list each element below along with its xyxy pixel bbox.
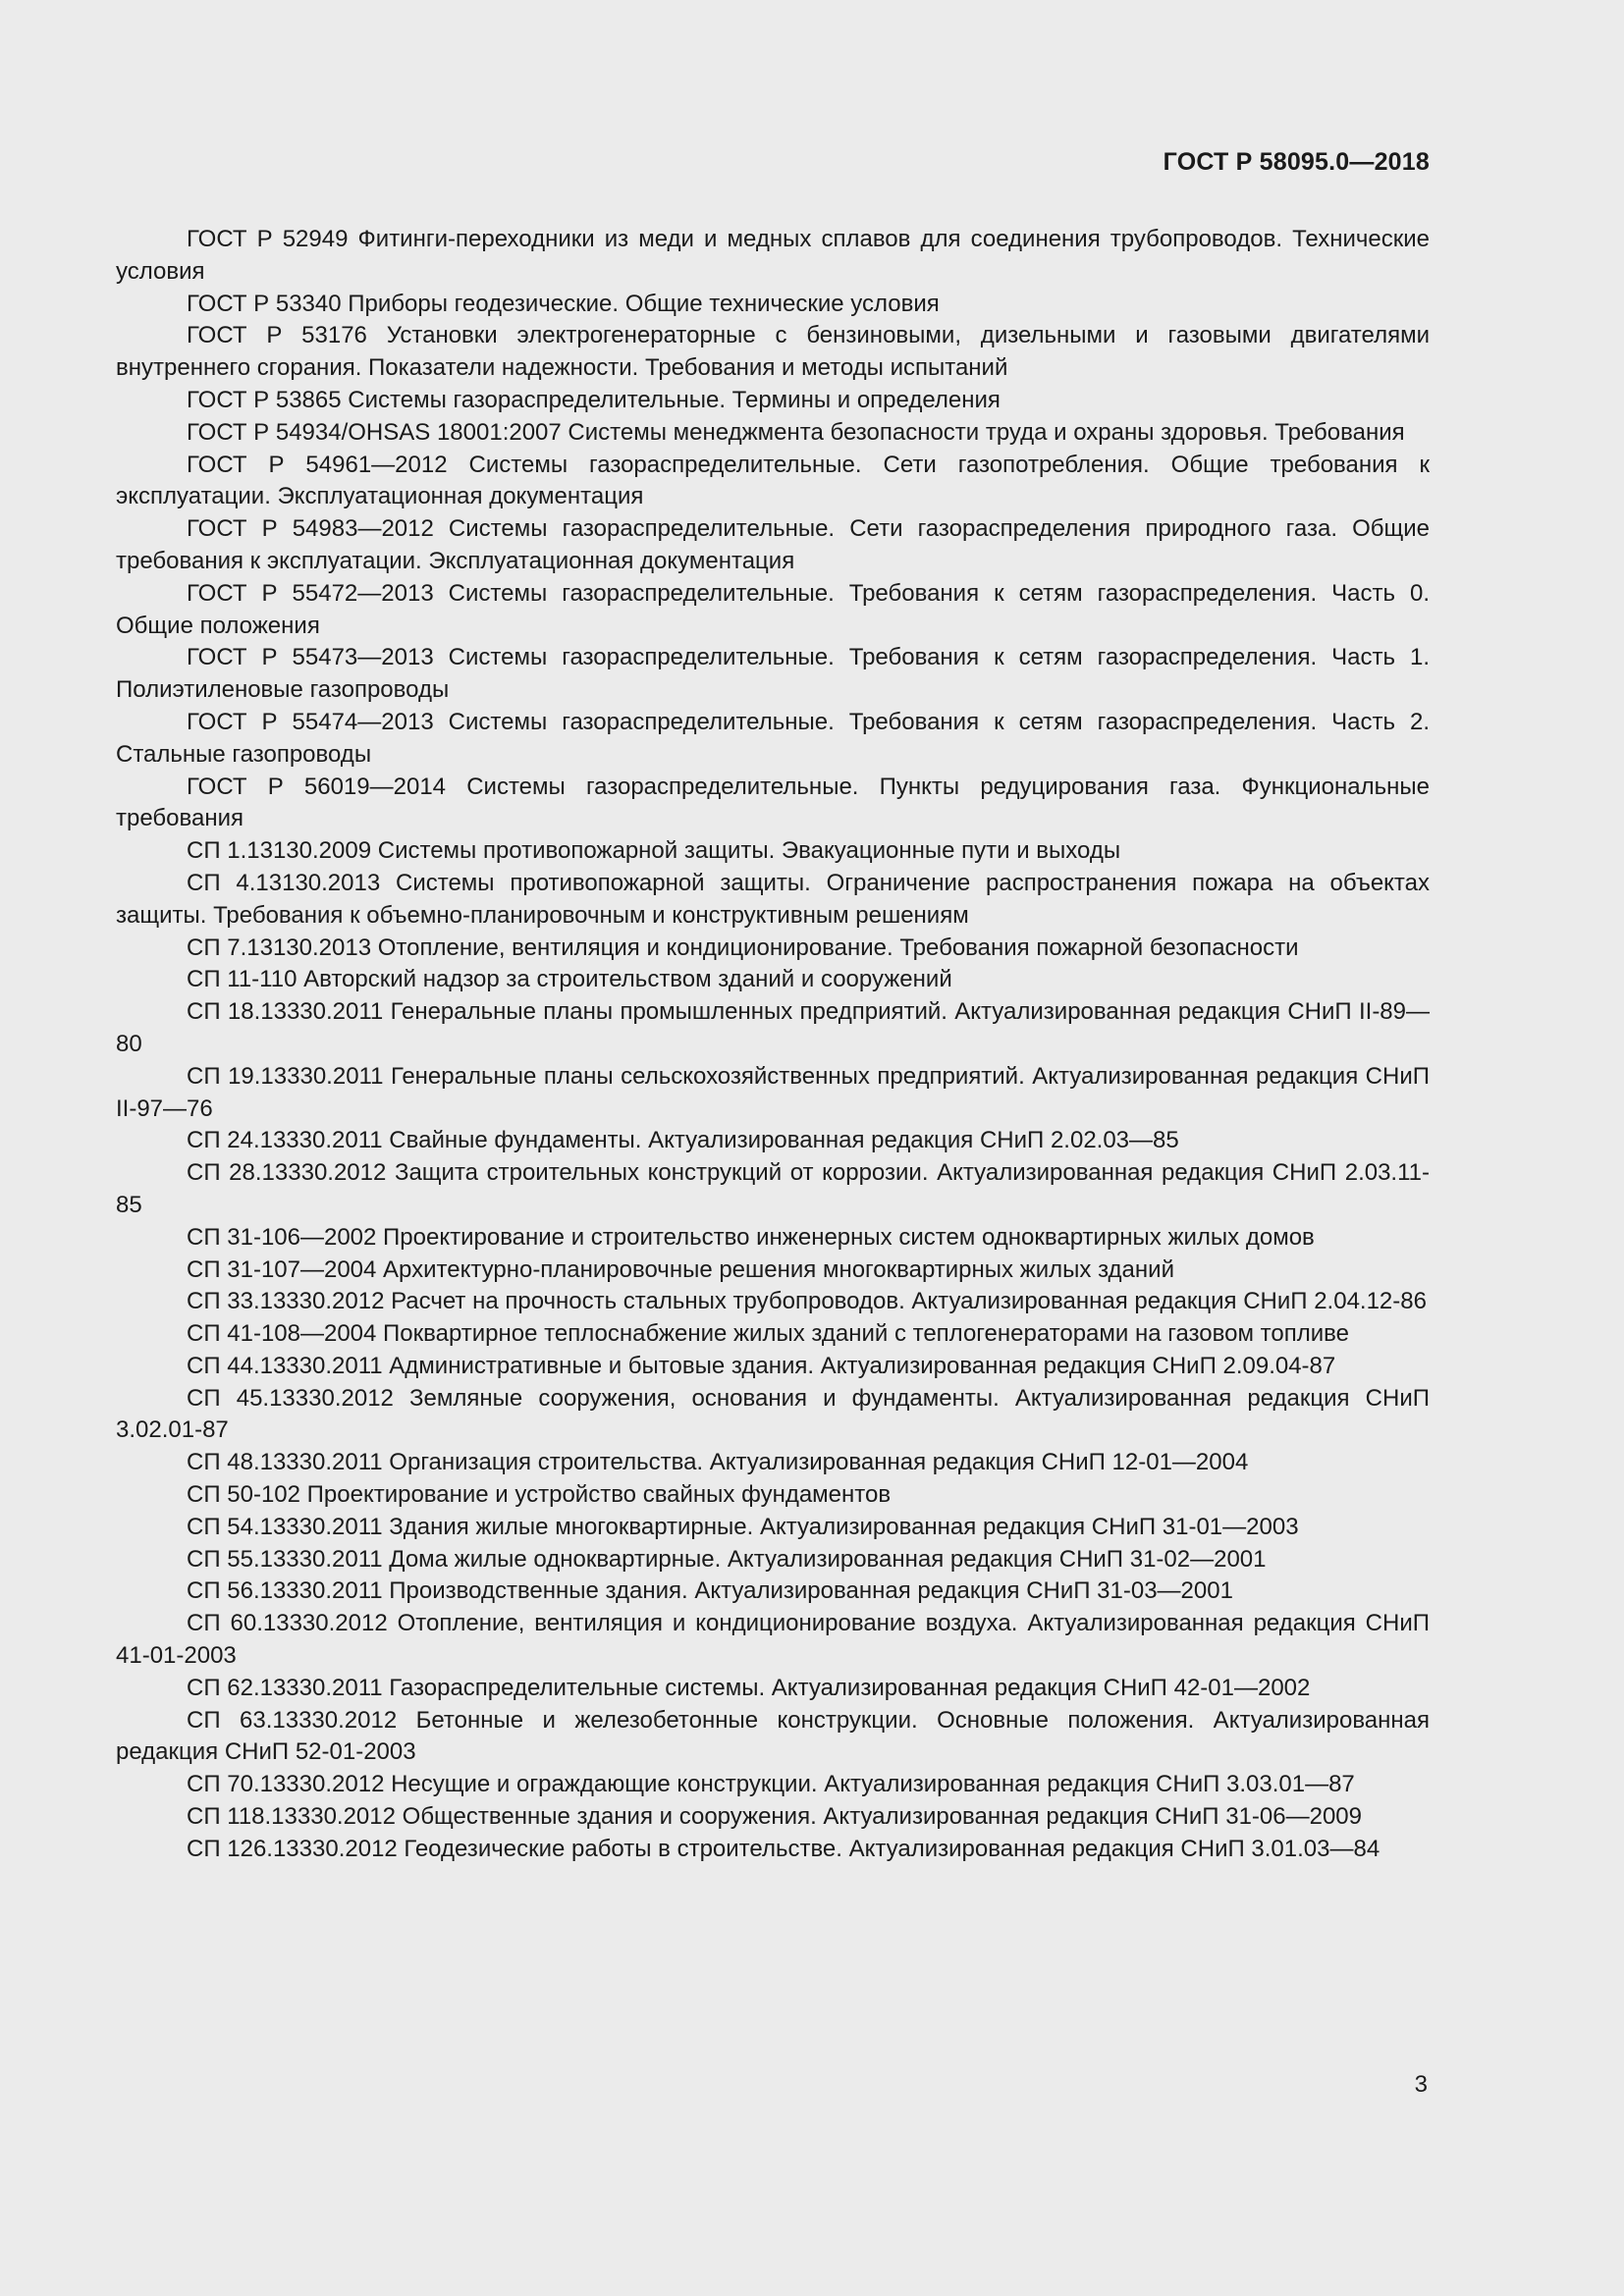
reference-item: СП 31-106—2002 Проектирование и строительство инженерных систем одноквартирных жилых домов — [187, 1223, 1315, 1251]
reference-item: СП 18.13330.2011 Генеральные планы промышленных предприятий. Актуализированная редакция СНиП II-89—80 — [116, 998, 1430, 1057]
reference-item: ГОСТ Р 55472—2013 Системы газораспределительные. Требования к сетям газораспределения. Часть 0. Общие положения — [116, 579, 1430, 639]
reference-item: СП 70.13330.2012 Несущие и ограждающие конструкции. Актуализированная редакция СНиП 3.03.01—87 — [187, 1771, 1355, 1798]
reference-item: СП 31-107—2004 Архитектурно-планировочные решения многоквартирных жилых зданий — [187, 1255, 1174, 1283]
reference-item: СП 126.13330.2012 Геодезические работы в строительстве. Актуализированная редакция СНиП 3.01.03—84 — [187, 1835, 1380, 1862]
reference-item: ГОСТ Р 52949 Фитинги-переходники из меди и медных сплавов для соединения трубопроводов. Технические условия — [116, 226, 1430, 285]
reference-item: СП 19.13330.2011 Генеральные планы сельскохозяйственных предприятий. Актуализированная редакция СНиП II-97—76 — [116, 1062, 1430, 1122]
reference-item: СП 60.13330.2012 Отопление, вентиляция и кондиционирование воздуха. Актуализированная редакция СНиП 41-01-2003 — [116, 1610, 1430, 1670]
reference-item: ГОСТ Р 53340 Приборы геодезические. Общие технические условия — [187, 290, 940, 317]
reference-item: ГОСТ Р 53865 Системы газораспределительные. Термины и определения — [187, 386, 1001, 413]
reference-item: ГОСТ Р 53176 Установки электрогенераторные с бензиновыми, дизельными и газовыми двигателями внутреннего сгорания. Показатели надежности. Требования и методы испытаний — [116, 322, 1430, 382]
reference-item: СП 7.13130.2013 Отопление, вентиляция и кондиционирование. Требования пожарной безопасности — [187, 934, 1299, 961]
reference-item: СП 45.13330.2012 Земляные сооружения, основания и фундаменты. Актуализированная редакция СНиП 3.02.01-87 — [116, 1384, 1430, 1444]
reference-item: СП 24.13330.2011 Свайные фундаменты. Актуализированная редакция СНиП 2.02.03—85 — [187, 1127, 1179, 1154]
reference-item: СП 118.13330.2012 Общественные здания и сооружения. Актуализированная редакция СНиП 31-06—2009 — [187, 1803, 1362, 1831]
reference-item: ГОСТ Р 54983—2012 Системы газораспределительные. Сети газораспределения природного газа. Общие требования к эксплуатации. Эксплуатационная документация — [116, 515, 1430, 574]
page-number: 3 — [1414, 2071, 1428, 2098]
reference-item: ГОСТ Р 55474—2013 Системы газораспределительные. Требования к сетям газораспределения. Часть 2. Стальные газопроводы — [116, 708, 1430, 768]
reference-item: СП 55.13330.2011 Дома жилые одноквартирные. Актуализированная редакция СНиП 31-02—2001 — [187, 1545, 1267, 1573]
reference-item: СП 28.13330.2012 Защита строительных конструкций от коррозии. Актуализированная редакция СНиП 2.03.11-85 — [116, 1159, 1430, 1218]
reference-item: СП 63.13330.2012 Бетонные и железобетонные конструкции. Основные положения. Актуализированная редакция СНиП 52-01-2003 — [116, 1706, 1430, 1766]
reference-item: ГОСТ Р 54934/OHSAS 18001:2007 Системы менеджмента безопасности труда и охраны здоровья. Требования — [187, 418, 1405, 446]
reference-item: ГОСТ Р 54961—2012 Системы газораспределительные. Сети газопотребления. Общие требования к эксплуатации. Эксплуатационная документация — [116, 451, 1430, 510]
reference-item: СП 41-108—2004 Поквартирное теплоснабжение жилых зданий с теплогенераторами на газовом топливе — [187, 1320, 1349, 1348]
reference-item: СП 33.13330.2012 Расчет на прочность стальных трубопроводов. Актуализированная редакция СНиП 2.04.12-86 — [187, 1288, 1427, 1315]
reference-item: СП 4.13130.2013 Системы противопожарной защиты. Ограничение распространения пожара на объектах защиты. Требования к объемно-планировочным и конструктивным решениям — [116, 869, 1430, 929]
reference-item: ГОСТ Р 56019—2014 Системы газораспределительные. Пункты редуцирования газа. Функциональные требования — [116, 773, 1430, 832]
normative-references-list — [116, 224, 1430, 1866]
reference-item: СП 48.13330.2011 Организация строительства. Актуализированная редакция СНиП 12-01—2004 — [187, 1449, 1249, 1476]
reference-item: СП 54.13330.2011 Здания жилые многоквартирные. Актуализированная редакция СНиП 31-01—2003 — [187, 1513, 1299, 1540]
reference-item: СП 44.13330.2011 Административные и бытовые здания. Актуализированная редакция СНиП 2.09.04-87 — [187, 1352, 1336, 1379]
reference-item: СП 11-110 Авторский надзор за строительством зданий и сооружений — [187, 966, 952, 993]
reference-item: СП 50-102 Проектирование и устройство свайных фундаментов — [187, 1481, 892, 1509]
reference-item: СП 62.13330.2011 Газораспределительные системы. Актуализированная редакция СНиП 42-01—2002 — [187, 1674, 1311, 1701]
reference-item: СП 56.13330.2011 Производственные здания. Актуализированная редакция СНиП 31-03—2001 — [187, 1577, 1233, 1605]
reference-item: ГОСТ Р 55473—2013 Системы газораспределительные. Требования к сетям газораспределения. Часть 1. Полиэтиленовые газопроводы — [116, 644, 1430, 704]
document-code-header: ГОСТ Р 58095.0—2018 — [1163, 148, 1430, 176]
reference-item: СП 1.13130.2009 Системы противопожарной защиты. Эвакуационные пути и выходы — [187, 837, 1121, 865]
